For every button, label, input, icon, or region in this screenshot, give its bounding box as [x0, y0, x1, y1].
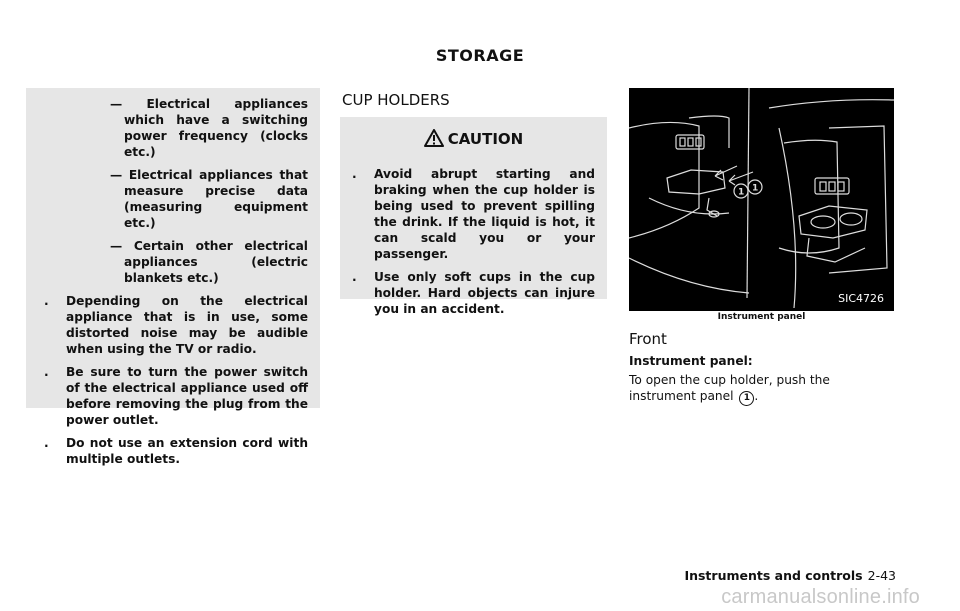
paragraph-title: Instrument panel:: [629, 354, 753, 368]
caution-header: [340, 129, 607, 151]
list-item: [44, 364, 308, 428]
list-item-text: — Electrical appliances which have a switching power frequency (clocks etc.): [110, 97, 308, 159]
section-heading: CUP HOLDERS: [342, 91, 450, 109]
warning-triangle-icon: [424, 129, 444, 151]
bullet-mark: .: [352, 270, 357, 284]
paragraph-text-end: .: [754, 389, 759, 403]
figure-caption: Instrument panel: [717, 312, 806, 322]
callout-1-label: 1: [738, 187, 745, 198]
list-item-text: Do not use an extension cord with multiple outlets.: [66, 436, 308, 466]
list-item-text: Depending on the electrical appliance that is in use, some distorted noise may be audible when using the TV or radio.: [66, 294, 308, 356]
list-item-text: Avoid abrupt starting and braking when the cup holder is being used to prevent spilling the drink. If the liquid is hot, it can scald you or your passenger.: [374, 167, 595, 261]
list-item-text: Use only soft cups in the cup holder. Hard objects can injure you in an accident.: [374, 270, 595, 316]
caution-box: [340, 117, 607, 316]
list-item: [44, 435, 308, 467]
list-item: [44, 293, 308, 357]
list-item: [48, 167, 308, 231]
page-title: STORAGE: [435, 46, 525, 65]
sub-heading: Front: [629, 330, 667, 348]
list-item: [352, 166, 595, 262]
instrument-panel-figure: [629, 88, 894, 311]
bullet-mark: .: [44, 294, 49, 308]
bullet-mark: .: [44, 436, 49, 450]
paragraph: [629, 372, 895, 406]
figure-code: SIC4726: [838, 292, 884, 305]
list-item: [48, 96, 308, 160]
callout-1-icon: 1: [739, 391, 754, 406]
list-item: [352, 269, 595, 317]
list-item: [48, 238, 308, 286]
caution-list: [340, 166, 607, 324]
list-item-text: Be sure to turn the power switch of the electrical appliance used off before removing the plug from the power outlet.: [66, 365, 308, 427]
caution-label: CAUTION: [447, 130, 524, 148]
footer-section: Instruments and controls: [684, 568, 863, 583]
page-footer: [684, 568, 896, 583]
bullet-mark: .: [44, 365, 49, 379]
instrument-panel-illustration: [629, 88, 894, 311]
watermark: carmanualsonline.info: [721, 586, 920, 608]
left-column-box: [26, 88, 320, 466]
list-item-text: — Certain other electrical appliances (electric blankets etc.): [110, 239, 308, 285]
paragraph-text: To open the cup holder, push the instrument panel: [629, 373, 830, 403]
page-number: 2-43: [867, 568, 896, 583]
bullet-mark: .: [352, 167, 357, 181]
callout-1-label: 1: [752, 183, 759, 194]
list-item-text: — Electrical appliances that measure precise data (measuring equipment etc.): [110, 168, 308, 230]
